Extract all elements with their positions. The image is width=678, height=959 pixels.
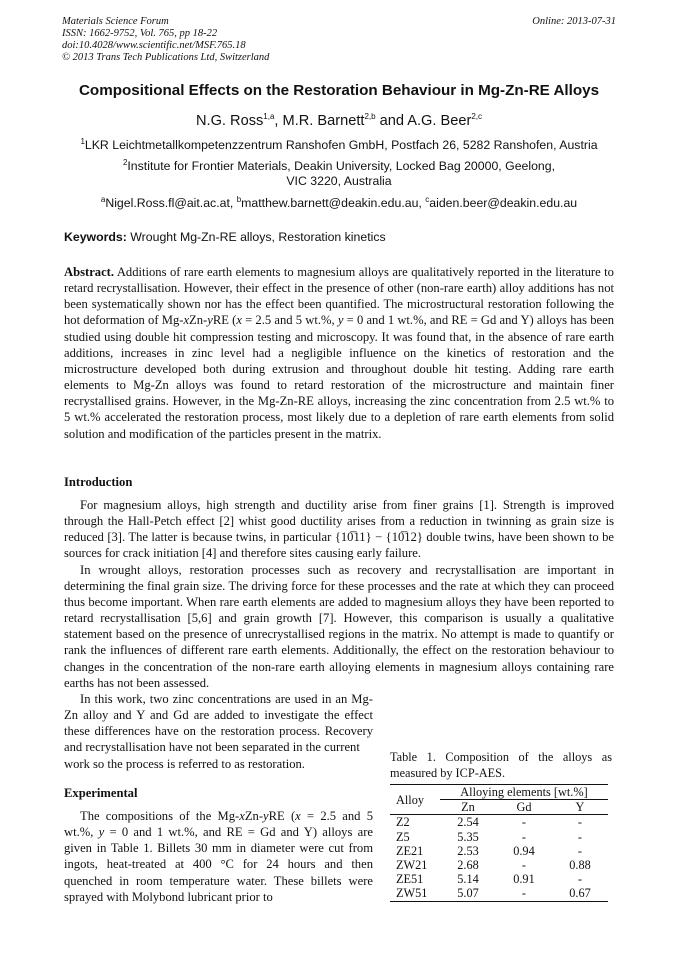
cell-y: - [552, 815, 608, 830]
affiliation-1 [40, 138, 638, 153]
email-mark: a [100, 194, 106, 204]
journal-name: Materials Science Forum [62, 16, 169, 27]
section-heading-introduction: Introduction [64, 475, 133, 489]
paragraph-continued: work so the process is referred to as restoration. [64, 756, 305, 771]
issn-line: ISSN: 1662-9752, Vol. 765, pp 18-22 [62, 28, 218, 39]
author-name: A.G. Beer [407, 113, 472, 129]
paragraph [64, 497, 614, 562]
paragraph-text: The compositions of the Mg- [80, 809, 240, 823]
cell-gd: - [521, 858, 527, 873]
abstract-label: Abstract. [64, 265, 115, 279]
doi-line: doi:10.4028/www.scientific.net/MSF.765.18 [62, 40, 246, 51]
cell-alloy: ZE21 [396, 843, 424, 858]
composition-table [390, 784, 608, 902]
cell-gd: 0.91 [513, 872, 535, 887]
variable-y: y [207, 313, 213, 328]
cell-alloy: Z5 [396, 829, 410, 844]
table-row [390, 830, 608, 844]
variable-x: x [295, 809, 301, 823]
author-superscript: 1,a [263, 112, 275, 122]
cell-y: - [577, 829, 583, 844]
affiliation-mark: 2 [122, 157, 128, 167]
affiliation-2 [40, 159, 638, 189]
table-caption: Table 1. Composition of the alloys as measured by ICP-AES. [390, 750, 612, 780]
cell-y: - [577, 843, 583, 858]
author-name: N.G. Ross [195, 113, 264, 129]
email-address[interactable]: Nigel.Ross.fl@ait.ac.at, [105, 196, 234, 210]
author-conjunction: and [379, 113, 404, 129]
paper-title: Compositional Effects on the Restoration Behaviour in Mg-Zn-RE Alloys [78, 82, 600, 99]
author-superscript: 2,b [364, 112, 376, 122]
cell-gd: - [496, 886, 552, 901]
author-name: M.R. Barnett [282, 113, 365, 129]
keywords [64, 230, 624, 244]
cell-alloy: Z2 [390, 815, 440, 830]
affiliation-mark: 1 [80, 136, 85, 146]
journal-header [62, 16, 616, 64]
keywords-text: Wrought Mg-Zn-RE alloys, Restoration kinetics [130, 230, 386, 244]
paragraph-text: Zn- [244, 809, 264, 823]
cell-y: 0.88 [569, 858, 591, 873]
table-row [390, 858, 608, 872]
email-address[interactable]: matthew.barnett@deakin.edu.au, [241, 196, 422, 210]
affiliation-text: LKR Leichtmetallkompetenzzentrum Ranshofen GmbH, Postfach 26, 5282 Ranshofen, Austria [84, 138, 598, 152]
column-header-gd: Gd [516, 800, 532, 815]
column-header-alloy: Alloy [390, 785, 440, 815]
section-heading-experimental: Experimental [64, 786, 138, 800]
email-mark: c [425, 194, 430, 204]
cell-gd: - [496, 815, 552, 830]
paragraph [64, 691, 373, 756]
variable-x: x [236, 313, 242, 328]
keywords-label: Keywords: [64, 230, 127, 244]
cell-alloy: ZW51 [390, 886, 440, 901]
variable-x: x [183, 313, 190, 328]
cell-alloy: ZE51 [396, 872, 424, 887]
copyright-line: © 2013 Trans Tech Publications Ltd, Switzerland [62, 52, 270, 63]
paragraph: In wrought alloys, restoration processes such as recovery and recrystallisation are important in determining the final grain size. The driving force for these processes and the rate at which they can proceed thus become important. When rare earth elements are added to magnesium alloys they have been reported to retard recrystallisation [5,6] and grain growth [7]. However, this comparison is usually a qualitative statement based on the presence of unrecrystallised regions in the matrix. No attempt is made to quantify or rank the influences of different rare earth elements. Additionally, the effect on the restoration behaviour to changes in the concentration of the non-rare earth alloying elements in magnesium alloys containing rare earths has not been assessed. [64, 562, 614, 690]
table-row [390, 872, 608, 886]
email-mark: b [236, 194, 242, 204]
column-group-header: Alloying elements [wt.%] [440, 785, 608, 800]
variable-x: x [239, 809, 245, 823]
email-address[interactable]: aiden.beer@deakin.edu.au [429, 196, 578, 210]
variable-y: y [98, 825, 105, 840]
table-row [390, 886, 608, 901]
paragraph-text: RE ( [268, 809, 296, 823]
cell-zn: 2.68 [457, 858, 479, 873]
cell-zn: 5.07 [440, 886, 496, 901]
abstract-text: = 2.5 and 5 wt.%, [241, 313, 338, 328]
variable-y: y [263, 809, 269, 823]
abstract-text: = 0 and 1 wt.%, and RE = Gd and Y) alloys has been studied using double hit compression testing and microscopy. It was found that, in the absence of rare earth additions, increases in zinc level had a negligible influence on the kinetics of restoration and the microstructure developed both during extrusion and throughout double hit testing. Adding rare earth elements to Mg-Zn alloys was found to retard restoration of the microstructure and maintain finer recrystallised grains. However, in the Mg-Zn-RE alloys, increasing the zinc concentration from 2.5 wt.% to 5 wt.% accelerated the restoration process, most likely due to a depletion of rare earth elements from solid solution and modification of the particles present in the matrix. [64, 313, 614, 441]
email-line [40, 196, 638, 211]
table-row [390, 844, 608, 858]
introduction-body [64, 497, 614, 772]
twin-notation: {10̅11} − {10̅12} [334, 530, 423, 545]
paragraph-text: = 2.5 and 5 wt.%, [64, 809, 374, 840]
paragraph-text: In this work, two zinc concentrations are used in an Mg-Zn alloy and Y and Gd are added to investigate the effect these differences have on the restoration process. Recovery and recrystallisation have not been separated in the current [64, 691, 373, 755]
table-row [390, 815, 608, 830]
column-header-y: Y [575, 800, 585, 815]
affiliation-text: Institute for Frontier Materials, Deakin University, Locked Bag 20000, Geelong, [127, 159, 556, 173]
cell-zn: 5.14 [457, 872, 479, 887]
abstract-text: RE ( [212, 313, 237, 328]
cell-y: 0.67 [552, 886, 608, 901]
paragraph [64, 808, 373, 905]
paragraph-text: For magnesium alloys, high strength and ductility arise from finer grains [1]. Strength is improved through the Hall-Petch effect [2] whist good ductility arises from a reduction in twinning as grain size is reduced [3]. The latter is because twins, in particular [64, 498, 614, 545]
cell-gd: - [521, 829, 527, 844]
paragraph-text: double twins, have been shown to be sources for crack initiation [4] and therefore sites causing early failure. [64, 530, 615, 561]
cell-zn: 5.35 [457, 829, 479, 844]
author-superscript: 2,c [471, 112, 482, 122]
abstract-text: Additions of rare earth elements to magnesium alloys are qualitatively reported in the literature to retard recrystallisation. However, their effect in the presence of other (non-rare earth) alloy additions has not been systematically shown nor has the effect been quantified. The microstructural restoration following the hot deformation of Mg- [64, 265, 614, 328]
column-header-zn: Zn [461, 800, 475, 815]
abstract-text: Zn- [189, 313, 208, 328]
author-list: N.G. Ross$^{1,a}$, M.R. Barnett$^{2,b}$ and A.G. Beer$^{2,c}$ [195, 112, 482, 129]
variable-y: y [337, 313, 344, 328]
affiliation-text: VIC 3220, Australia [286, 174, 392, 188]
cell-gd: 0.94 [513, 843, 535, 858]
paragraph-text: = 0 and 1 wt.%, and RE = Gd and Y) alloys are given in Table 1. Billets 30 mm in diameter were cut from ingots, heat-treated at 400 °C for 24 hours and then quenched in room temperature water. These billets were sprayed with Molybond lubricant prior to [64, 825, 374, 904]
cell-alloy: ZW21 [396, 858, 428, 873]
cell-zn: 2.54 [440, 815, 496, 830]
cell-zn: 2.53 [457, 843, 479, 858]
online-date: Online: 2013-07-31 [532, 16, 616, 27]
experimental-body [64, 808, 373, 905]
cell-y: - [577, 872, 583, 887]
abstract [64, 264, 614, 442]
